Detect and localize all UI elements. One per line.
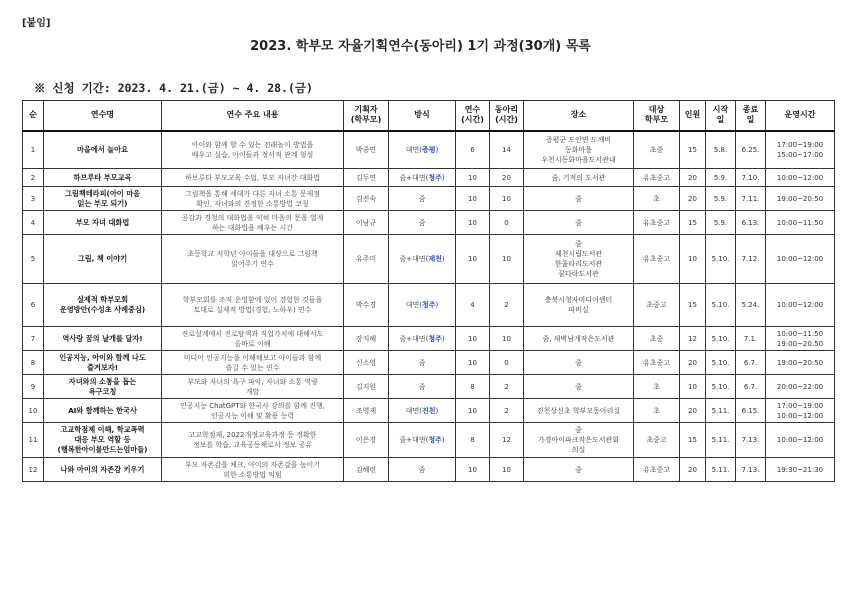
cell-content: 공감과 경청의 대화법을 익혀 마음의 문을 열게 하는 대화법을 배우는 시간 (162, 211, 344, 235)
method-text: ) (441, 173, 445, 182)
header-place: 장소 (524, 101, 634, 131)
cell-no: 6 (23, 284, 44, 327)
cell-name: 부모 자녀 대화법 (44, 211, 162, 235)
method-text: 줌+대면( (399, 436, 429, 444)
cell-hours: 10 (456, 187, 490, 211)
cell-start: 5.10. (706, 327, 736, 351)
table-header-row (23, 101, 835, 131)
method-text: 줌 (418, 358, 426, 367)
method-text: ) (435, 301, 439, 309)
cell-club: 12 (490, 423, 524, 458)
cell-content: 초등학교 저학년 아이들을 대상으로 그림책 읽어주기 연수 (162, 235, 344, 284)
cell-time: 10:00~11:50 (766, 211, 835, 235)
header-name: 연수명 (44, 101, 162, 131)
header-time: 운영시간 (766, 101, 835, 131)
cell-start: 5.9. (706, 211, 736, 235)
cell-target: 유초중고 (634, 169, 680, 187)
cell-time: 19:30~21:30 (766, 458, 835, 482)
cell-method (389, 187, 456, 211)
cell-capacity: 10 (680, 375, 706, 399)
cell-club: 20 (490, 169, 524, 187)
cell-content: 학부모회를 조직 운영함에 있어 경험한 것들을 토대로 실제적 방법(경험, 노하우) 연수 (162, 284, 344, 327)
cell-no: 7 (23, 327, 44, 351)
cell-start: 5.9. (706, 187, 736, 211)
cell-name: 실제적 학부모회 운영방안(수성초 사례중심) (44, 284, 162, 327)
cell-content: 부모 자존감을 체크, 아이의 자존감을 높이기 위한 소통방법 익힘 (162, 458, 344, 482)
cell-capacity: 20 (680, 399, 706, 423)
cell-time: 10:00~12:00 (766, 423, 835, 458)
cell-method (389, 351, 456, 375)
cell-target: 유초중고 (634, 458, 680, 482)
cell-end: 6.7. (736, 351, 766, 375)
cell-start: 5.11. (706, 423, 736, 458)
cell-end: 7.10. (736, 169, 766, 187)
cell-time: 17:00~19:00 10:00~12:00 (766, 399, 835, 423)
header-hours: 연수 (시간) (456, 101, 490, 131)
cell-place: 줌, 새벽남개작은도서관 (524, 327, 634, 351)
cell-capacity: 15 (680, 423, 706, 458)
cell-hours: 10 (456, 235, 490, 284)
cell-target: 초중 (634, 131, 680, 169)
cell-hours: 10 (456, 169, 490, 187)
cell-planner: 이남규 (344, 211, 389, 235)
cell-capacity: 20 (680, 458, 706, 482)
cell-target: 초중 (634, 327, 680, 351)
header-no: 순 (23, 101, 44, 131)
cell-capacity: 12 (680, 327, 706, 351)
cell-method (389, 284, 456, 327)
method-text: 대면( (405, 406, 422, 415)
cell-no: 4 (23, 211, 44, 235)
cell-club: 2 (490, 284, 524, 327)
cell-content: 미디어 인공지능을 이해해보고 아이들과 함께 즐길 수 있는 연수 (162, 351, 344, 375)
cell-capacity: 20 (680, 169, 706, 187)
header-content: 연수 주요 내용 (162, 101, 344, 131)
cell-planner: 박수경 (344, 284, 389, 327)
cell-no: 12 (23, 458, 44, 482)
cell-method (389, 131, 456, 169)
method-city: 청주 (428, 436, 442, 444)
method-text: 줌 (418, 194, 426, 203)
table-row (23, 284, 835, 327)
method-text: 줌 (418, 465, 426, 474)
table-row (23, 187, 835, 211)
cell-place: 줌 (524, 375, 634, 399)
cell-content: 고교학점제, 2022개정교육과정 등 정확한 정보를 학습, 교육공동체로서 정보 공유 (162, 423, 344, 458)
method-city: 청주 (422, 301, 436, 309)
cell-hours: 8 (456, 423, 490, 458)
cell-name: 인공지능, 아이와 함께 나도 즐겨보자! (44, 351, 162, 375)
cell-no: 10 (23, 399, 44, 423)
cell-place: 줌 (524, 458, 634, 482)
cell-method (389, 169, 456, 187)
cell-name: 그림, 책 이야기 (44, 235, 162, 284)
attachment-label: [붙임] (22, 18, 51, 29)
method-text: ) (441, 255, 445, 263)
method-text: ) (441, 436, 445, 444)
cell-planner: 김지원 (344, 375, 389, 399)
cell-target: 초 (634, 375, 680, 399)
cell-content: 부모와 자녀의 욕구 파악, 자녀와 소통 역량 개발 (162, 375, 344, 399)
application-period: ※ 신청 기간: 2023. 4. 21.(금) ~ 4. 28.(금) (34, 81, 313, 95)
table-row (23, 375, 835, 399)
cell-club: 10 (490, 458, 524, 482)
cell-planner: 이은경 (344, 423, 389, 458)
cell-method (389, 375, 456, 399)
cell-end: 7.12. (736, 235, 766, 284)
cell-planner: 신소영 (344, 351, 389, 375)
cell-method (389, 211, 456, 235)
cell-start: 5.10. (706, 351, 736, 375)
cell-method (389, 458, 456, 482)
table-row (23, 235, 835, 284)
cell-method (389, 235, 456, 284)
cell-name: 하브루타 부모교육 (44, 169, 162, 187)
method-city: 진천 (422, 406, 436, 415)
cell-end: 6.25. (736, 131, 766, 169)
cell-start: 5.10. (706, 235, 736, 284)
table-row (23, 169, 835, 187)
cell-start: 5.11. (706, 399, 736, 423)
cell-club: 0 (490, 211, 524, 235)
cell-place: 진천상신초 학부모동아리실 (524, 399, 634, 423)
method-text: ) (441, 334, 445, 343)
header-planner: 기획자 (학부모) (344, 101, 389, 131)
cell-no: 5 (23, 235, 44, 284)
cell-target: 초 (634, 187, 680, 211)
cell-content: 그림책을 통해 세대가 다른 자녀 소통 문제점 확인, 자녀와의 진정한 소통방법 코칭 (162, 187, 344, 211)
cell-place: 줌 (524, 211, 634, 235)
cell-end: 7.1. (736, 327, 766, 351)
cell-capacity: 15 (680, 211, 706, 235)
cell-target: 초중고 (634, 284, 680, 327)
cell-hours: 10 (456, 211, 490, 235)
cell-club: 0 (490, 351, 524, 375)
cell-name: 마을에서 놀아요 (44, 131, 162, 169)
cell-name: 그림책테라피(아이 마음 읽는 부모 되기) (44, 187, 162, 211)
header-end: 종료 일 (736, 101, 766, 131)
cell-start: 5.9. (706, 169, 736, 187)
cell-time: 19:00~20:50 (766, 351, 835, 375)
method-text: 줌+대면( (399, 173, 429, 182)
table-row (23, 399, 835, 423)
cell-end: 6.15. (736, 399, 766, 423)
table-row (23, 351, 835, 375)
cell-hours: 6 (456, 131, 490, 169)
cell-club: 10 (490, 187, 524, 211)
cell-end: 7.11. (736, 187, 766, 211)
table-body (23, 131, 835, 482)
cell-target: 유초중고 (634, 351, 680, 375)
method-city: 증평 (422, 145, 436, 154)
method-city: 제천 (428, 255, 442, 263)
cell-hours: 10 (456, 327, 490, 351)
cell-place: 줌 가경아이파크작은도서관회 의실 (524, 423, 634, 458)
cell-hours: 4 (456, 284, 490, 327)
cell-start: 5.8. (706, 131, 736, 169)
cell-hours: 10 (456, 399, 490, 423)
method-text: 줌 (418, 218, 426, 227)
cell-club: 10 (490, 235, 524, 284)
method-text: 줌 (418, 382, 426, 391)
cell-club: 2 (490, 399, 524, 423)
cell-capacity: 15 (680, 284, 706, 327)
cell-planner: 박종민 (344, 131, 389, 169)
cell-end: 5.24. (736, 284, 766, 327)
cell-content: 인공지능 ChatGPT와 한국사 강의를 함께 진행, 인공지능 이해 및 활용 능력 (162, 399, 344, 423)
table-row (23, 423, 835, 458)
cell-time: 17:00~19:00 15:00~17:00 (766, 131, 835, 169)
cell-start: 5.10. (706, 375, 736, 399)
header-method: 방식 (389, 101, 456, 131)
cell-end: 7.13. (736, 423, 766, 458)
cell-place: 줌 (524, 351, 634, 375)
cell-end: 7.13. (736, 458, 766, 482)
table-row (23, 131, 835, 169)
cell-club: 14 (490, 131, 524, 169)
cell-target: 초 (634, 399, 680, 423)
cell-content: 아이와 함께 할 수 있는 전래놀이 방법을 배우고 실습, 아이들과 정서적 관계 형성 (162, 131, 344, 169)
cell-name: AI와 함께하는 한국사 (44, 399, 162, 423)
method-text: ) (435, 145, 439, 154)
cell-name: 나와 아이의 자존감 키우기 (44, 458, 162, 482)
cell-planner: 김두연 (344, 169, 389, 187)
cell-start: 5.11. (706, 458, 736, 482)
cell-capacity: 20 (680, 351, 706, 375)
cell-planner: 김혜련 (344, 458, 389, 482)
cell-time: 10:00~12:00 (766, 235, 835, 284)
cell-no: 1 (23, 131, 44, 169)
cell-capacity: 10 (680, 235, 706, 284)
method-text: 대면( (405, 145, 422, 154)
cell-no: 8 (23, 351, 44, 375)
cell-no: 2 (23, 169, 44, 187)
cell-target: 유초중고 (634, 211, 680, 235)
cell-planner: 조영재 (344, 399, 389, 423)
cell-time: 10:00~12:00 (766, 284, 835, 327)
table-row (23, 211, 835, 235)
cell-planner: 장지혜 (344, 327, 389, 351)
cell-capacity: 20 (680, 187, 706, 211)
cell-method (389, 327, 456, 351)
cell-name: 자녀와의 소통을 돕는 욕구코칭 (44, 375, 162, 399)
cell-club: 2 (490, 375, 524, 399)
cell-time: 19:00~20:50 (766, 187, 835, 211)
method-text: 줌+대면( (399, 334, 429, 343)
cell-name: 고교학점제 이해, 학교폭력 대응 부모 역할 등 (행복한아이를만드는엄마들) (44, 423, 162, 458)
header-start: 시작 일 (706, 101, 736, 131)
header-club: 동아리 (시간) (490, 101, 524, 131)
cell-target: 초중고 (634, 423, 680, 458)
method-text: 줌+대면( (399, 255, 429, 263)
document-title: 2023. 학부모 자율기획연수(동아리) 1기 과정(30개) 목록 (250, 39, 591, 54)
table-row (23, 327, 835, 351)
cell-club: 10 (490, 327, 524, 351)
cell-end: 6.7. (736, 375, 766, 399)
cell-place: 충북시청자미디어센터 따비실 (524, 284, 634, 327)
cell-place: 줌 제천시립도서관 한울타리도서관 꿈다락도서관 (524, 235, 634, 284)
cell-content: 진로설계에서 진로탐색과 직업가치에 대해서도 올바로 이해 (162, 327, 344, 351)
cell-hours: 8 (456, 375, 490, 399)
table-row (23, 458, 835, 482)
cell-end: 6.13. (736, 211, 766, 235)
cell-method (389, 423, 456, 458)
cell-time: 10:00~11:50 19:00~20:50 (766, 327, 835, 351)
method-city: 청주 (428, 334, 442, 343)
method-text: 대면( (405, 301, 422, 309)
cell-place: 줌, 기적의 도서관 (524, 169, 634, 187)
cell-hours: 10 (456, 351, 490, 375)
cell-target: 유초중고 (634, 235, 680, 284)
method-text: ) (435, 406, 439, 415)
cell-capacity: 15 (680, 131, 706, 169)
cell-planner: 김진숙 (344, 187, 389, 211)
cell-planner: 유주미 (344, 235, 389, 284)
cell-place: 줌 (524, 187, 634, 211)
cell-start: 5.10. (706, 284, 736, 327)
cell-no: 11 (23, 423, 44, 458)
cell-place: 증평군 도안면 도깨비 동화마을 우천시동화마을도서관내 (524, 131, 634, 169)
cell-content: 하브루타 부모교육 수업, 부모 자녀간 대화법 (162, 169, 344, 187)
cell-method (389, 399, 456, 423)
cell-no: 9 (23, 375, 44, 399)
header-capacity: 인원 (680, 101, 706, 131)
cell-time: 20:00~22:00 (766, 375, 835, 399)
cell-hours: 10 (456, 458, 490, 482)
method-city: 청주 (428, 173, 442, 182)
cell-name: 역사랑 꿈의 날개를 달자! (44, 327, 162, 351)
header-target: 대상 학부모 (634, 101, 680, 131)
cell-time: 10:00~12:00 (766, 169, 835, 187)
course-table (22, 100, 835, 482)
cell-no: 3 (23, 187, 44, 211)
